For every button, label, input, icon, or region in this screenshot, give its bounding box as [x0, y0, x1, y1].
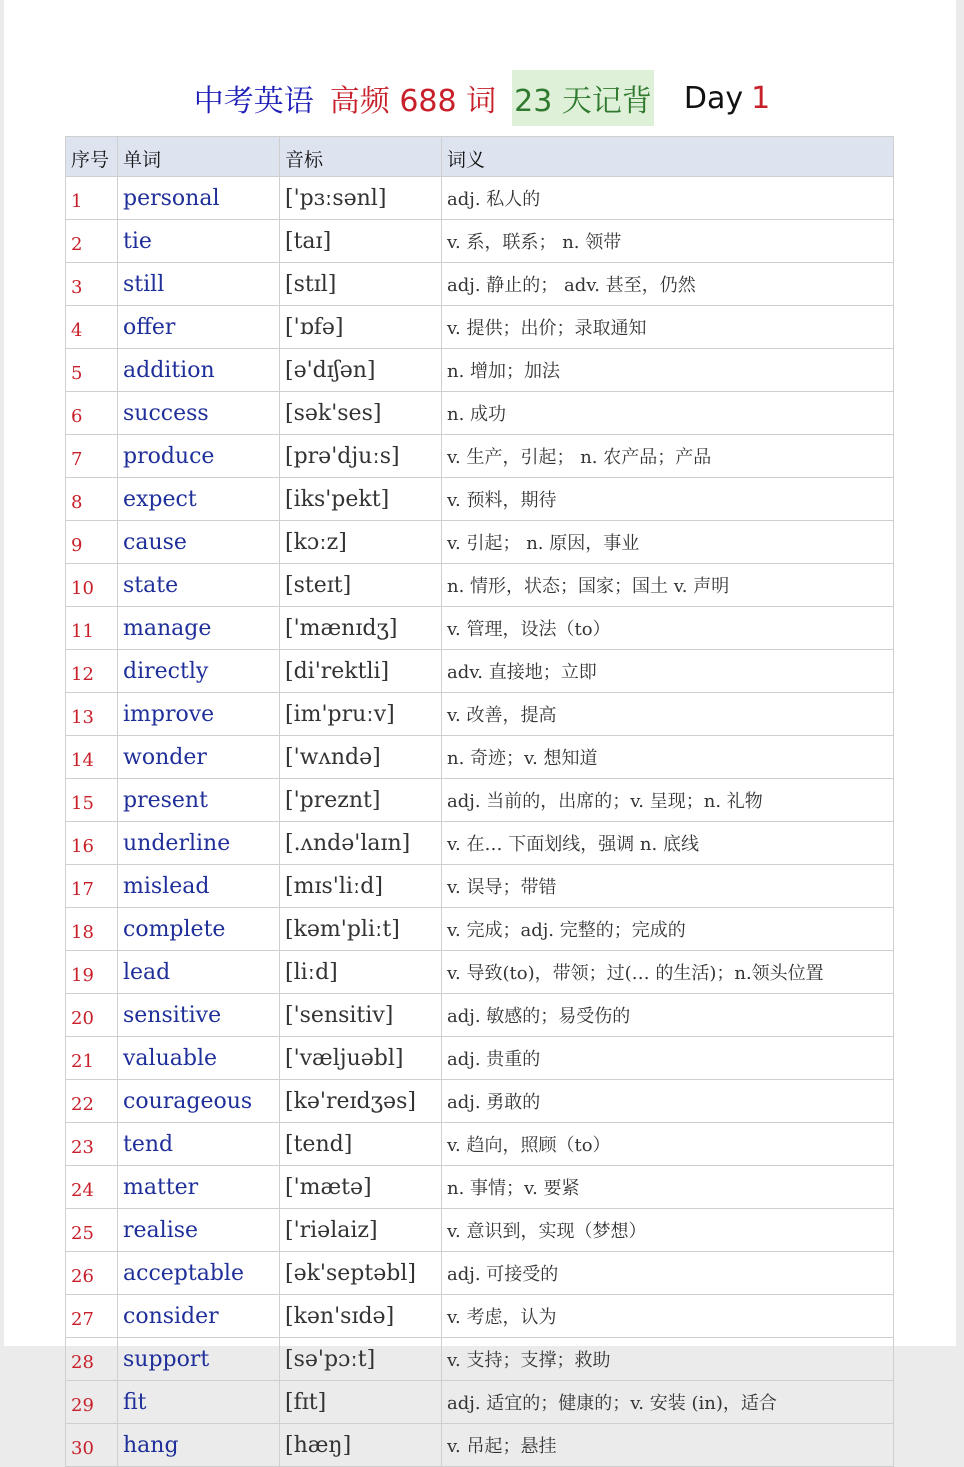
row-word: fit — [118, 1381, 280, 1424]
row-meaning: v. 趋向，照顾（to） — [442, 1123, 894, 1166]
row-meaning: v. 系，联系； n. 领带 — [442, 220, 894, 263]
row-word: mislead — [118, 865, 280, 908]
row-index: 9 — [66, 521, 118, 564]
row-index: 29 — [66, 1381, 118, 1424]
row-phonetic: [kən'sɪdə] — [280, 1295, 442, 1338]
row-index: 17 — [66, 865, 118, 908]
row-word: matter — [118, 1166, 280, 1209]
table-row — [66, 349, 894, 392]
row-meaning: v. 管理，设法（to） — [442, 607, 894, 650]
table-row — [66, 1209, 894, 1252]
row-phonetic: ['riəlaiz] — [280, 1209, 442, 1252]
table-row — [66, 951, 894, 994]
row-phonetic: [iks'pekt] — [280, 478, 442, 521]
row-meaning: v. 支持；支撑；救助 — [442, 1338, 894, 1381]
row-index: 27 — [66, 1295, 118, 1338]
table-row — [66, 865, 894, 908]
table-row — [66, 1166, 894, 1209]
row-word: tie — [118, 220, 280, 263]
row-meaning: adj. 勇敢的 — [442, 1080, 894, 1123]
row-word: wonder — [118, 736, 280, 779]
row-index: 24 — [66, 1166, 118, 1209]
row-word: success — [118, 392, 280, 435]
row-index: 12 — [66, 650, 118, 693]
row-index: 21 — [66, 1037, 118, 1080]
row-word: realise — [118, 1209, 280, 1252]
row-meaning: adj. 当前的，出席的；v. 呈现；n. 礼物 — [442, 779, 894, 822]
row-phonetic: [stɪl] — [280, 263, 442, 306]
table-row — [66, 306, 894, 349]
row-index: 4 — [66, 306, 118, 349]
row-word: support — [118, 1338, 280, 1381]
row-meaning: v. 提供；出价；录取通知 — [442, 306, 894, 349]
row-phonetic: ['wʌndə] — [280, 736, 442, 779]
row-phonetic: ['pɜːsənl] — [280, 177, 442, 220]
row-phonetic: [steɪt] — [280, 564, 442, 607]
row-word: offer — [118, 306, 280, 349]
row-meaning: adj. 敏感的；易受伤的 — [442, 994, 894, 1037]
row-phonetic: [.ʌndə'laɪn] — [280, 822, 442, 865]
table-row — [66, 521, 894, 564]
row-word: present — [118, 779, 280, 822]
row-meaning: adj. 静止的； adv. 甚至，仍然 — [442, 263, 894, 306]
row-index: 5 — [66, 349, 118, 392]
row-word: acceptable — [118, 1252, 280, 1295]
row-word: produce — [118, 435, 280, 478]
row-meaning: v. 意识到，实现（梦想） — [442, 1209, 894, 1252]
row-meaning: adj. 私人的 — [442, 177, 894, 220]
row-phonetic: ['mætə] — [280, 1166, 442, 1209]
title-part-day-number: 1 — [751, 80, 771, 116]
row-word: still — [118, 263, 280, 306]
row-index: 23 — [66, 1123, 118, 1166]
row-index: 18 — [66, 908, 118, 951]
row-meaning: v. 完成；adj. 完整的；完成的 — [442, 908, 894, 951]
table-row — [66, 779, 894, 822]
row-phonetic: ['mænɪdʒ] — [280, 607, 442, 650]
row-index: 16 — [66, 822, 118, 865]
row-word: addition — [118, 349, 280, 392]
row-phonetic: [sək'ses] — [280, 392, 442, 435]
table-row — [66, 736, 894, 779]
row-phonetic: [fɪt] — [280, 1381, 442, 1424]
row-meaning: adj. 可接受的 — [442, 1252, 894, 1295]
row-word: improve — [118, 693, 280, 736]
row-word: consider — [118, 1295, 280, 1338]
table-row — [66, 1295, 894, 1338]
row-meaning: adj. 适宜的；健康的；v. 安装 (in)，适合 — [442, 1381, 894, 1424]
row-meaning: n. 成功 — [442, 392, 894, 435]
row-index: 6 — [66, 392, 118, 435]
row-phonetic: [liːd] — [280, 951, 442, 994]
row-word: underline — [118, 822, 280, 865]
row-index: 30 — [66, 1424, 118, 1467]
row-word: personal — [118, 177, 280, 220]
row-index: 7 — [66, 435, 118, 478]
title-part-exam: 中考英语 — [193, 84, 314, 119]
row-index: 2 — [66, 220, 118, 263]
row-word: cause — [118, 521, 280, 564]
table-row — [66, 435, 894, 478]
table-row — [66, 1338, 894, 1381]
row-index: 1 — [66, 177, 118, 220]
row-word: sensitive — [118, 994, 280, 1037]
row-word: courageous — [118, 1080, 280, 1123]
row-word: expect — [118, 478, 280, 521]
table-row — [66, 822, 894, 865]
row-meaning: v. 导致(to)，带领；过(… 的生活)；n.领头位置 — [442, 951, 894, 994]
row-index: 15 — [66, 779, 118, 822]
page-title — [0, 70, 964, 126]
table-header-row — [66, 137, 894, 177]
row-word: valuable — [118, 1037, 280, 1080]
table-row — [66, 177, 894, 220]
header-word: 单词 — [118, 137, 280, 177]
row-phonetic: ['væljuəbl] — [280, 1037, 442, 1080]
table-row — [66, 564, 894, 607]
row-phonetic: [di'rektli] — [280, 650, 442, 693]
row-meaning: adv. 直接地；立即 — [442, 650, 894, 693]
title-part-frequency: 高频 688 词 — [329, 84, 497, 119]
table-row — [66, 693, 894, 736]
table-row — [66, 478, 894, 521]
row-index: 3 — [66, 263, 118, 306]
table-row — [66, 1252, 894, 1295]
row-meaning: v. 预料，期待 — [442, 478, 894, 521]
row-meaning: v. 改善，提高 — [442, 693, 894, 736]
row-phonetic: [prə'djuːs] — [280, 435, 442, 478]
table-row — [66, 263, 894, 306]
row-phonetic: [sə'pɔːt] — [280, 1338, 442, 1381]
row-word: manage — [118, 607, 280, 650]
row-index: 19 — [66, 951, 118, 994]
row-meaning: n. 情形，状态；国家；国土 v. 声明 — [442, 564, 894, 607]
row-meaning: n. 奇迹；v. 想知道 — [442, 736, 894, 779]
row-phonetic: [kəm'pliːt] — [280, 908, 442, 951]
title-part-days: 23 天记背 — [512, 70, 654, 126]
table-row — [66, 994, 894, 1037]
title-part-day-label: Day — [683, 80, 744, 116]
table-row — [66, 650, 894, 693]
row-phonetic: [im'pruːv] — [280, 693, 442, 736]
row-phonetic: [kɔːz] — [280, 521, 442, 564]
row-index: 22 — [66, 1080, 118, 1123]
row-word: directly — [118, 650, 280, 693]
row-phonetic: ['sensitiv] — [280, 994, 442, 1037]
row-index: 20 — [66, 994, 118, 1037]
header-phonetic: 音标 — [280, 137, 442, 177]
row-word: complete — [118, 908, 280, 951]
row-word: lead — [118, 951, 280, 994]
row-phonetic: [ək'septəbl] — [280, 1252, 442, 1295]
row-meaning: v. 在… 下面划线，强调 n. 底线 — [442, 822, 894, 865]
row-index: 25 — [66, 1209, 118, 1252]
table-row — [66, 908, 894, 951]
row-meaning: adj. 贵重的 — [442, 1037, 894, 1080]
row-index: 28 — [66, 1338, 118, 1381]
header-index: 序号 — [66, 137, 118, 177]
row-index: 10 — [66, 564, 118, 607]
row-index: 8 — [66, 478, 118, 521]
row-phonetic: [tend] — [280, 1123, 442, 1166]
row-meaning: v. 考虑，认为 — [442, 1295, 894, 1338]
table-row — [66, 1123, 894, 1166]
row-meaning: v. 生产，引起； n. 农产品；产品 — [442, 435, 894, 478]
header-meaning: 词义 — [442, 137, 894, 177]
row-meaning: v. 误导；带错 — [442, 865, 894, 908]
table-row — [66, 1424, 894, 1467]
vocabulary-table — [65, 136, 894, 1467]
row-word: state — [118, 564, 280, 607]
row-meaning: v. 引起； n. 原因，事业 — [442, 521, 894, 564]
row-word: tend — [118, 1123, 280, 1166]
row-phonetic: ['ɒfə] — [280, 306, 442, 349]
table-body — [66, 177, 894, 1467]
row-index: 26 — [66, 1252, 118, 1295]
row-phonetic: [ə'dɪʃən] — [280, 349, 442, 392]
table-row — [66, 1080, 894, 1123]
row-index: 13 — [66, 693, 118, 736]
row-phonetic: [mɪs'liːd] — [280, 865, 442, 908]
table-row — [66, 392, 894, 435]
table-row — [66, 1037, 894, 1080]
row-word: hang — [118, 1424, 280, 1467]
row-index: 14 — [66, 736, 118, 779]
row-phonetic: ['preznt] — [280, 779, 442, 822]
table-row — [66, 607, 894, 650]
row-phonetic: [taɪ] — [280, 220, 442, 263]
table-row — [66, 220, 894, 263]
row-index: 11 — [66, 607, 118, 650]
row-phonetic: [hæŋ] — [280, 1424, 442, 1467]
row-meaning: v. 吊起；悬挂 — [442, 1424, 894, 1467]
row-phonetic: [kə'reɪdʒəs] — [280, 1080, 442, 1123]
row-meaning: n. 增加；加法 — [442, 349, 894, 392]
row-meaning: n. 事情；v. 要紧 — [442, 1166, 894, 1209]
table-row — [66, 1381, 894, 1424]
